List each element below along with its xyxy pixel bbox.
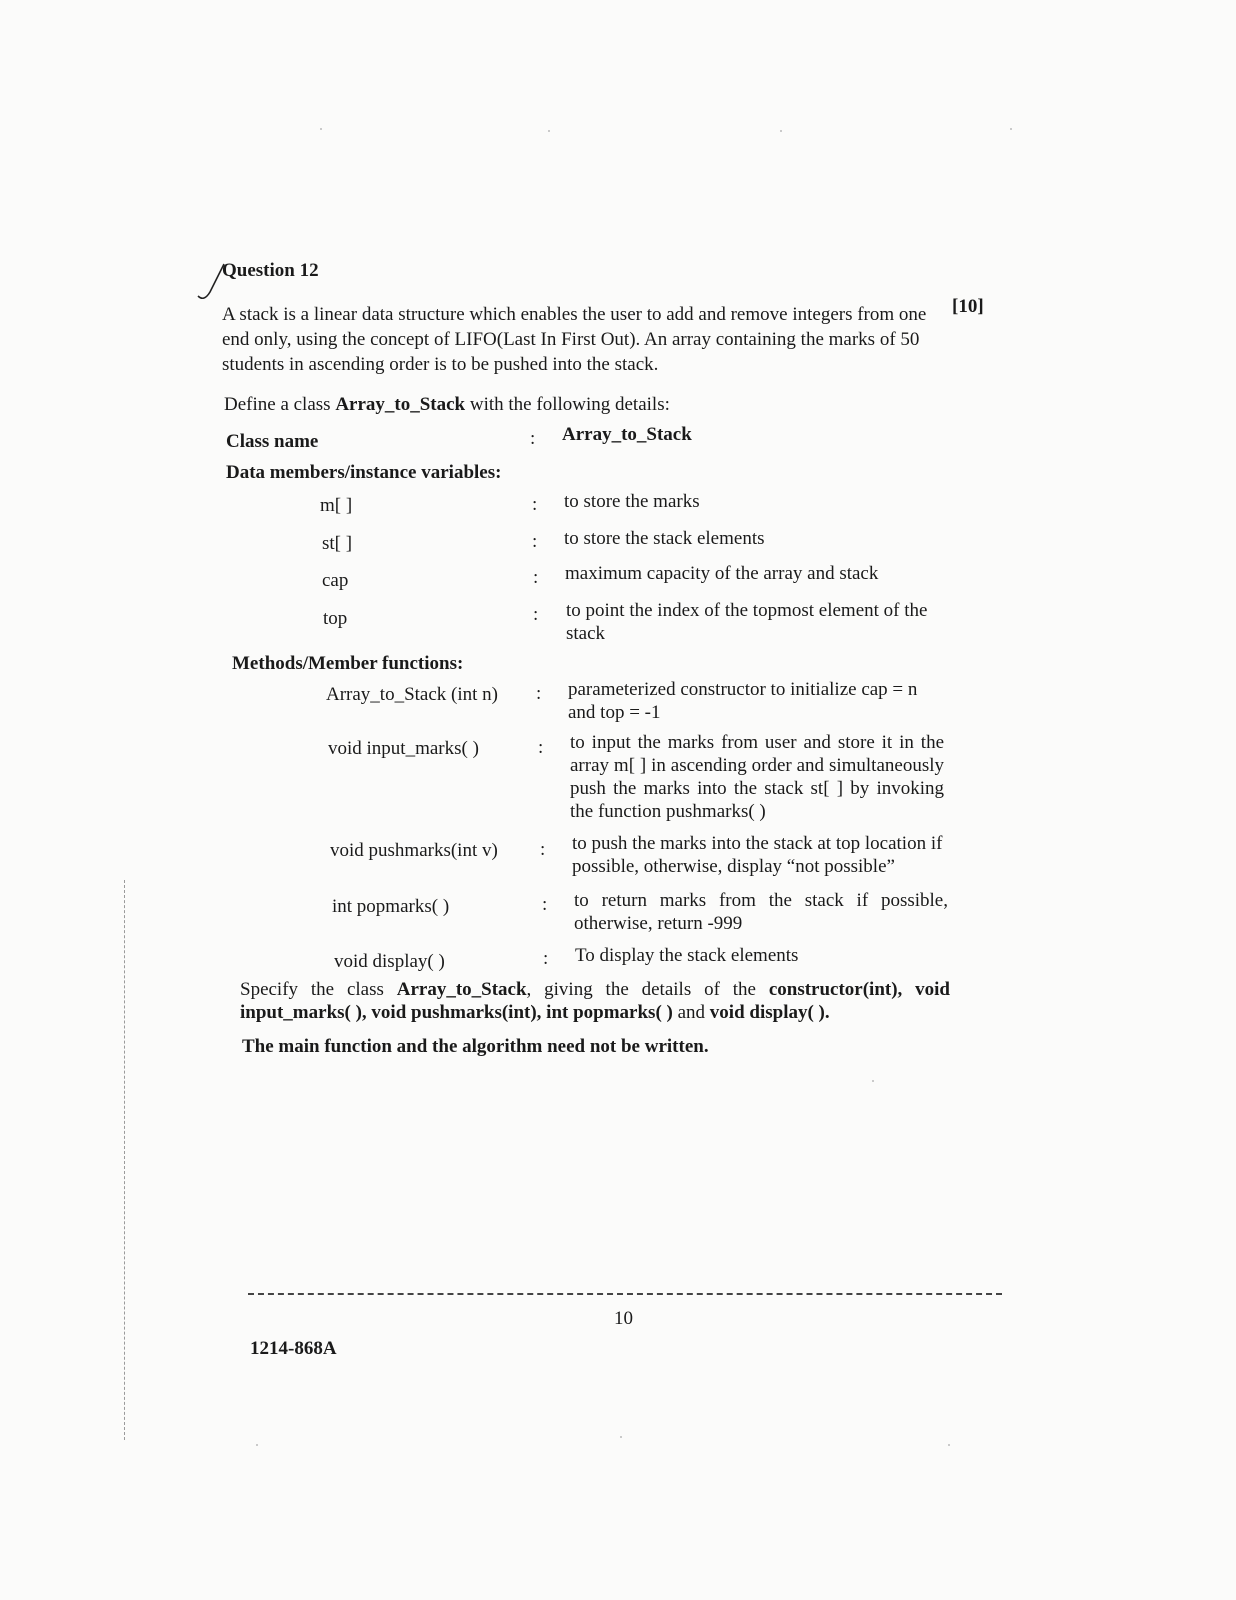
page-number: 10 <box>614 1308 633 1329</box>
method-desc-display: To display the stack elements <box>575 945 799 966</box>
method-name-constructor: Array_to_Stack (int n) <box>326 684 499 705</box>
specify-text-2: , giving the details of the <box>526 979 769 1000</box>
method-name-display: void display( ) <box>334 951 445 972</box>
class-name-label: Class name <box>226 431 319 452</box>
method-desc-popmarks: to return marks from the stack if possible, otherwise, return -999 <box>574 890 948 934</box>
method-desc-input-marks: to input the marks from user and store it in the array m[ ] in ascending order and simultaneously push the marks into the stack st[ ] by invoking the function pushmarks( ) <box>570 732 944 822</box>
scan-speck <box>548 130 550 132</box>
scan-speck <box>872 1080 874 1082</box>
method-name-popmarks: int popmarks( ) <box>332 896 450 917</box>
member-desc-m: to store the marks <box>564 491 700 512</box>
scan-speck <box>256 1444 258 1446</box>
question-heading: Question 12 <box>222 260 319 281</box>
method-name-pushmarks: void pushmarks(int v) <box>330 840 498 861</box>
data-members-heading: Data members/instance variables: <box>226 462 502 483</box>
specify-methods-list: constructor(int), void input_marks( ), void pushmarks(int), int popmarks( ) <box>240 979 950 1023</box>
scan-speck <box>780 130 782 132</box>
method-desc-constructor: parameterized constructor to initialize cap = n and top = -1 <box>568 679 918 723</box>
member-name-top: top <box>323 608 348 629</box>
member-name-m: m[ ] <box>320 495 353 516</box>
paper-code: 1214-868A <box>250 1338 337 1359</box>
footer-divider <box>248 1293 1002 1295</box>
methods-heading: Methods/Member functions: <box>232 653 464 674</box>
closing-note: The main function and the algorithm need not be written. <box>242 1036 709 1057</box>
member-colon-top: : <box>533 604 539 625</box>
specify-class-name: Array_to_Stack <box>396 979 527 1000</box>
scan-speck <box>620 1436 622 1438</box>
member-name-st: st[ ] <box>322 533 353 554</box>
scan-margin-line <box>124 880 125 1440</box>
method-colon-pushmarks: : <box>540 839 546 860</box>
member-desc-st: to store the stack elements <box>564 528 765 549</box>
member-colon-m: : <box>532 494 538 515</box>
specify-paragraph <box>240 978 950 1024</box>
specify-text-3: and <box>672 1002 710 1023</box>
member-desc-top: to point the index of the topmost element of the stack <box>566 600 928 644</box>
member-colon-cap: : <box>533 567 539 588</box>
method-colon-input-marks: : <box>538 737 544 758</box>
class-name-colon: : <box>530 428 536 449</box>
specify-display-method: void display( ). <box>709 1002 830 1023</box>
method-name-input-marks: void input_marks( ) <box>328 738 479 759</box>
question-intro: A stack is a linear data structure which enables the user to add and remove integers from one end only, using the concept of LIFO(Last In First Out). An array containing the marks of 50 students in ascending order is to be pushed into the stack. <box>222 304 927 375</box>
scan-speck <box>1010 128 1012 130</box>
scan-speck <box>948 1444 950 1446</box>
define-line <box>224 394 670 416</box>
define-suffix: with the following details: <box>465 394 670 415</box>
class-name-value: Array_to_Stack <box>562 424 692 445</box>
member-desc-cap: maximum capacity of the array and stack <box>565 563 879 584</box>
define-prefix: Define a class <box>224 394 336 415</box>
method-desc-pushmarks: to push the marks into the stack at top location if possible, otherwise, display “not possible” <box>572 833 943 877</box>
define-class-name: Array_to_Stack <box>335 394 466 415</box>
method-colon-popmarks: : <box>542 894 548 915</box>
member-name-cap: cap <box>322 570 349 591</box>
method-colon-display: : <box>543 948 549 969</box>
member-colon-st: : <box>532 531 538 552</box>
method-colon-constructor: : <box>536 683 542 704</box>
specify-text-1: Specify the class <box>240 979 397 1000</box>
marks-badge: [10] <box>952 296 984 317</box>
scan-speck <box>320 128 322 130</box>
